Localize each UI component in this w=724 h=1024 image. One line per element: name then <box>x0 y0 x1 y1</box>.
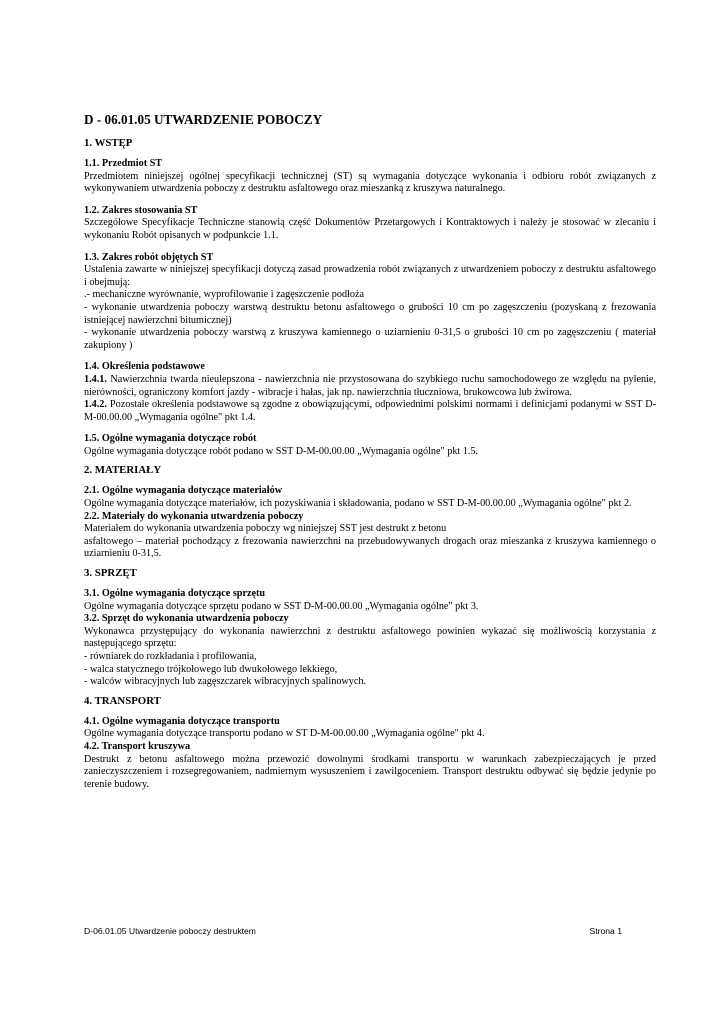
section-4-2-text: Destrukt z betonu asfaltowego można przewozić dowolnymi środkami transportu w warunkach zabezpieczających je przed zanieczyszczeniem i rozsegregowaniem, nadmiernym wysuszeniem i zawilgoceniem. Transport destruktu odbywać się będzie jedynie po terenie budowy. <box>84 753 656 790</box>
section-1-3-list <box>84 289 656 352</box>
list-item: - wykonanie utwardzenia poboczy warstwą destruktu betonu asfaltowego o grubości 10 cm po zagęszczeniu (pozyskaną z frezowania istniejącej nawierzchni bitumicznej) <box>84 301 656 326</box>
section-3-1-text: Ogólne wymagania dotyczące sprzętu podano w SST D-M-00.00.00 „Wymagania ogólne" pkt 3. <box>84 600 479 612</box>
section-1-4-2-body: Pozostałe określenia podstawowe są zgodne z obowiązującymi, odpowiednimi polskimi normami i definicjami podanymi w SST D-M-00.00.00 „Wymagania ogólne" pkt 1.4. <box>84 399 656 423</box>
section-1-4-1-label: 1.4.1. <box>84 373 107 385</box>
section-1-5-heading: 1.5. Ogólne wymagania dotyczące robót <box>84 433 257 445</box>
section-3-heading: 3. SPRZĘT <box>84 567 137 580</box>
section-4-2-heading: 4.2. Transport kruszywa <box>84 740 191 752</box>
list-item: - wykonanie utwardzenia poboczy warstwą z kruszywa kamiennego o uziarnieniu 0-31,5 o grubości 10 cm po zagęszczeniu ( materiał zakupiony ) <box>84 327 656 351</box>
list-item: - walców wibracyjnych lub zagęszczarek wibracyjnych spalinowych. <box>84 676 367 688</box>
section-2-heading: 2. MATERIAŁY <box>84 464 162 477</box>
section-4-1-heading: 4.1. Ogólne wymagania dotyczące transportu <box>84 715 280 727</box>
section-1-4-2-label: 1.4.2. <box>84 399 107 411</box>
section-1-4-1-text <box>84 374 656 399</box>
section-3-2-list <box>84 651 656 689</box>
section-1-4-1-body: Nawierzchnia twarda nieulepszona - nawierzchnia nie przystosowana do szybkiego ruchu samochodowego ze względu na pylenie, nierówności, ograniczony komfort jazdy - wibracje i hałas, jak np. nawierzchnia tłuczniowa, brukowcowa lub żwirowa. <box>84 373 656 398</box>
section-4-1-text: Ogólne wymagania dotyczące transportu podano w ST D-M-00.00.00 „Wymagania ogólne" pkt 4. <box>84 728 485 740</box>
section-1-2-text: Szczegółowe Specyfikacje Techniczne stanowią część Dokumentów Przetargowych i Kontraktowych i należy je stosować w zlecaniu i wykonaniu Robót opisanych w podpunkcie 1.1. <box>84 217 656 241</box>
footer-page-number: Strona 1 <box>589 926 622 936</box>
section-1-4-2-text <box>84 399 656 424</box>
list-item: - walca statycznego trójkołowego lub dwukołowego lekkiego, <box>84 663 338 675</box>
footer-document-name: D-06.01.05 Utwardzenie poboczy destruktem <box>84 926 256 936</box>
section-2-2-heading: 2.2. Materiały do wykonania utwardzenia poboczy <box>84 510 304 522</box>
section-1-1-heading: 1.1. Przedmiot ST <box>84 158 163 169</box>
section-1-3-heading: 1.3. Zakres robót objętych ST <box>84 251 214 263</box>
section-2-1-heading: 2.1. Ogólne wymagania dotyczące materiałów <box>84 485 283 497</box>
section-2-2-text: asfaltowego – materiał pochodzący z frezowania nawierzchni na przebudowywanych drogach oraz mieszanka z kruszywa kamiennego o uziarnieniu 0-31,5. <box>84 535 656 560</box>
document-body <box>84 112 656 791</box>
section-2-1-text: Ogólne wymagania dotyczące materiałów, ich pozyskiwania i składowania, podano w SST D-M-00.00.00 „Wymagania ogólne" pkt 2. <box>84 498 632 510</box>
section-1-1-text: Przedmiotem niniejszej ogólnej specyfikacji technicznej (ST) są wymagania dotyczące wykonania i odbioru robót związanych z wykonywaniem utwardzenia poboczy z destruktu asfaltowego oraz mieszanką z kruszywa naturalnego. <box>84 170 656 195</box>
section-3-1-heading: 3.1. Ogólne wymagania dotyczące sprzętu <box>84 588 266 600</box>
section-1-2-heading: 1.2. Zakres stosowania ST <box>84 204 198 216</box>
page-footer <box>84 926 622 936</box>
section-3-2-text: Wykonawca przystępujący do wykonania nawierzchni z destruktu asfaltowego powinien wykazać się możliwością korzystania z następującego sprzętu: <box>84 625 656 650</box>
section-1-3-text: Ustalenia zawarte w niniejszej specyfikacji dotyczą zasad prowadzenia robót związanych z utwardzeniem poboczy z destruktu asfaltowego i obejmują: <box>84 264 656 288</box>
list-item: .- mechaniczne wyrównanie, wyprofilowanie i zagęszczenie podłoża <box>84 289 365 301</box>
section-1-5-text: Ogólne wymagania dotyczące robót podano w SST D-M-00.00.00 „Wymagania ogólne" pkt 1.5. <box>84 445 479 457</box>
list-item: - równiarek do rozkładania i profilowania, <box>84 651 257 662</box>
section-3-2-heading: 3.2. Sprzęt do wykonania utwardzenia poboczy <box>84 613 289 625</box>
section-1-heading: 1. WSTĘP <box>84 137 133 149</box>
section-2-2-line1: Materiałem do wykonania utwardzenia poboczy wg niniejszej SST jest destrukt z betonu <box>84 523 447 535</box>
document-title: D - 06.01.05 UTWARDZENIE POBOCZY <box>84 112 323 127</box>
section-1-4-heading: 1.4. Określenia podstawowe <box>84 361 205 373</box>
section-4-heading: 4. TRANSPORT <box>84 694 161 707</box>
